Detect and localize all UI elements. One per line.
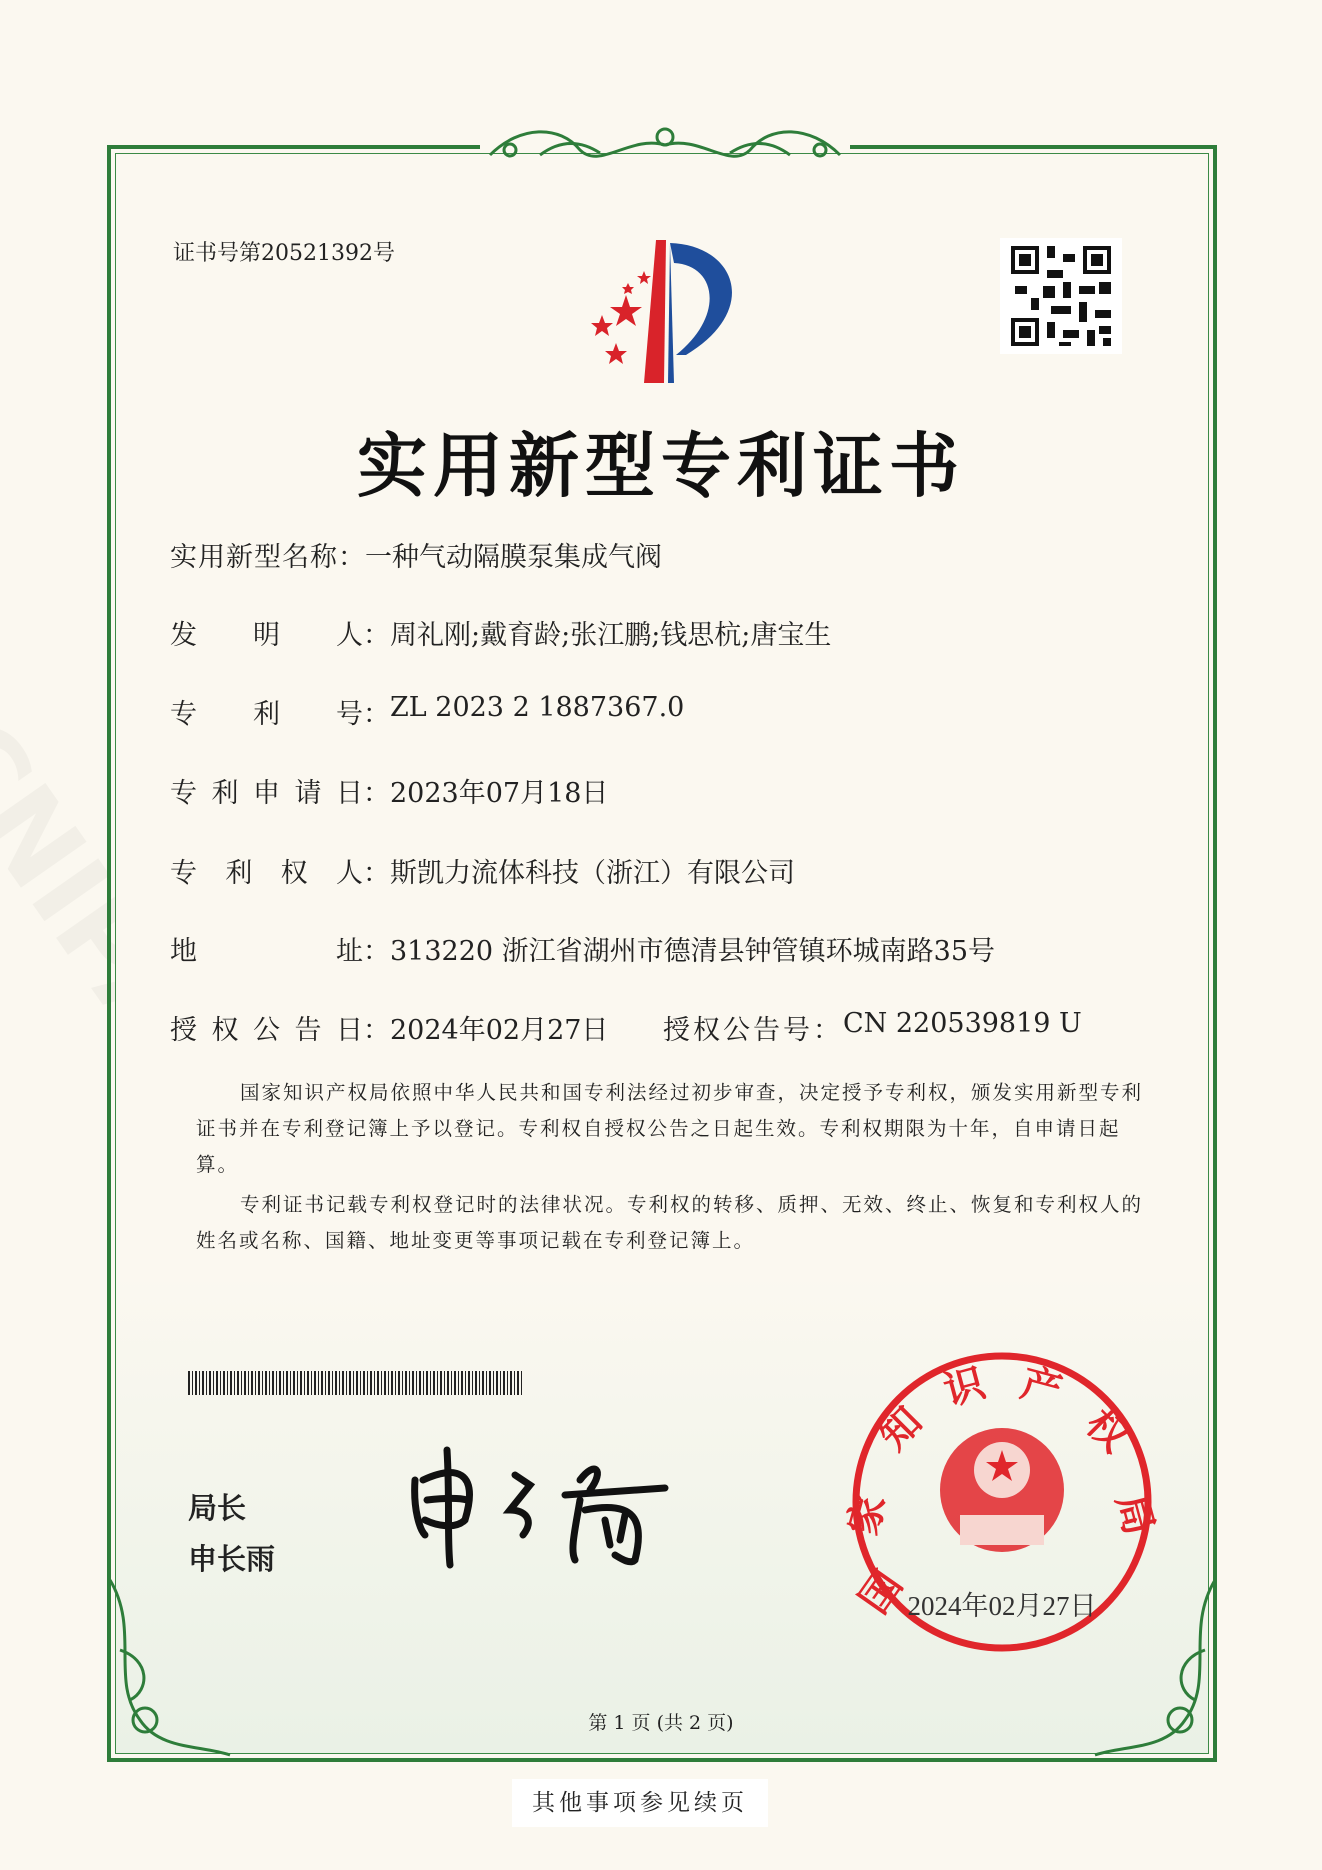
paragraph: 国家知识产权局依照中华人民共和国专利法经过初步审查，决定授予专利权，颁发实用新型专利证书并在专利登记簿上予以登记。专利权自授权公告之日起生效。专利权期限为十年，自申请日起算。 <box>196 1081 1144 1176</box>
field-separator: ： <box>363 778 390 809</box>
field-separator: ： <box>363 858 390 889</box>
paragraph: 专利证书记载专利权登记时的法律状况。专利权的转移、质押、无效、终止、恢复和专利权人的姓名或名称、国籍、地址变更等事项记载在专利登记簿上。 <box>196 1193 1144 1252</box>
field-label: 授权公告号： <box>663 1015 843 1046</box>
field-value: 2023年07月18日 <box>390 778 609 809</box>
field-application-date <box>170 771 608 810</box>
qr-code[interactable] <box>1000 238 1122 354</box>
field-grant-date <box>170 1008 608 1047</box>
corner-ornament-icon <box>100 1570 240 1770</box>
top-ornament-icon <box>480 115 850 175</box>
field-separator: ： <box>363 936 390 967</box>
certificate-number: 证书号第20521392号 <box>173 241 395 266</box>
seal-date: 2024年02月27日 <box>907 1591 1097 1621</box>
footer-note: 其他事项参见续页 <box>512 1779 768 1827</box>
svg-text:知: 知 <box>870 1398 932 1460</box>
field-announcement-number <box>663 1008 1082 1047</box>
field-label: 专利申请日 <box>170 778 363 809</box>
field-value: CN 220539819 U <box>843 1008 1082 1039</box>
field-patentee <box>170 851 795 890</box>
qr-code-icon <box>1000 238 1122 354</box>
field-separator: ： <box>363 1015 390 1046</box>
field-utility-model-name <box>170 535 662 574</box>
field-inventors <box>170 613 831 652</box>
official-seal <box>840 1350 1162 1655</box>
svg-text:产: 产 <box>1016 1360 1067 1415</box>
field-address <box>170 929 995 968</box>
director-name: 申长雨 <box>188 1542 276 1576</box>
barcode <box>188 1371 524 1395</box>
field-separator: ： <box>363 620 390 651</box>
field-separator: ： <box>363 699 390 730</box>
field-label: 地址 <box>170 936 363 967</box>
page-title: 实用新型专利证书 <box>357 425 965 507</box>
page-number: 第 1 页 (共 2 页) <box>588 1712 734 1734</box>
legal-statement <box>196 1075 1156 1259</box>
svg-text:权: 权 <box>1076 1400 1138 1462</box>
field-label: 实用新型名称 <box>170 542 338 573</box>
field-value: 2024年02月27日 <box>390 1015 609 1046</box>
field-label: 专利权人 <box>170 858 363 889</box>
field-value: 313220 浙江省湖州市德清县钟管镇环城南路35号 <box>390 936 996 967</box>
field-label: 专利号 <box>170 699 363 730</box>
field-label: 授权公告日 <box>170 1015 363 1046</box>
director-signature <box>405 1440 685 1575</box>
svg-text:家: 家 <box>840 1489 895 1540</box>
svg-text:国: 国 <box>851 1562 912 1623</box>
field-value: 一种气动隔膜泵集成气阀 <box>365 542 662 573</box>
svg-text:识: 识 <box>939 1360 990 1415</box>
field-label: 发明人 <box>170 620 363 651</box>
field-patent-number <box>170 692 684 731</box>
svg-text:局: 局 <box>1107 1489 1162 1540</box>
field-value: 斯凯力流体科技（浙江）有限公司 <box>390 858 795 889</box>
field-value: 周礼刚;戴育龄;张江鹏;钱思杭;唐宝生 <box>390 620 832 651</box>
field-separator: ： <box>338 542 365 573</box>
director-title: 局长 <box>188 1491 247 1525</box>
field-value: ZL 2023 2 1887367.0 <box>390 692 685 723</box>
cnipa-logo-icon <box>566 235 766 385</box>
